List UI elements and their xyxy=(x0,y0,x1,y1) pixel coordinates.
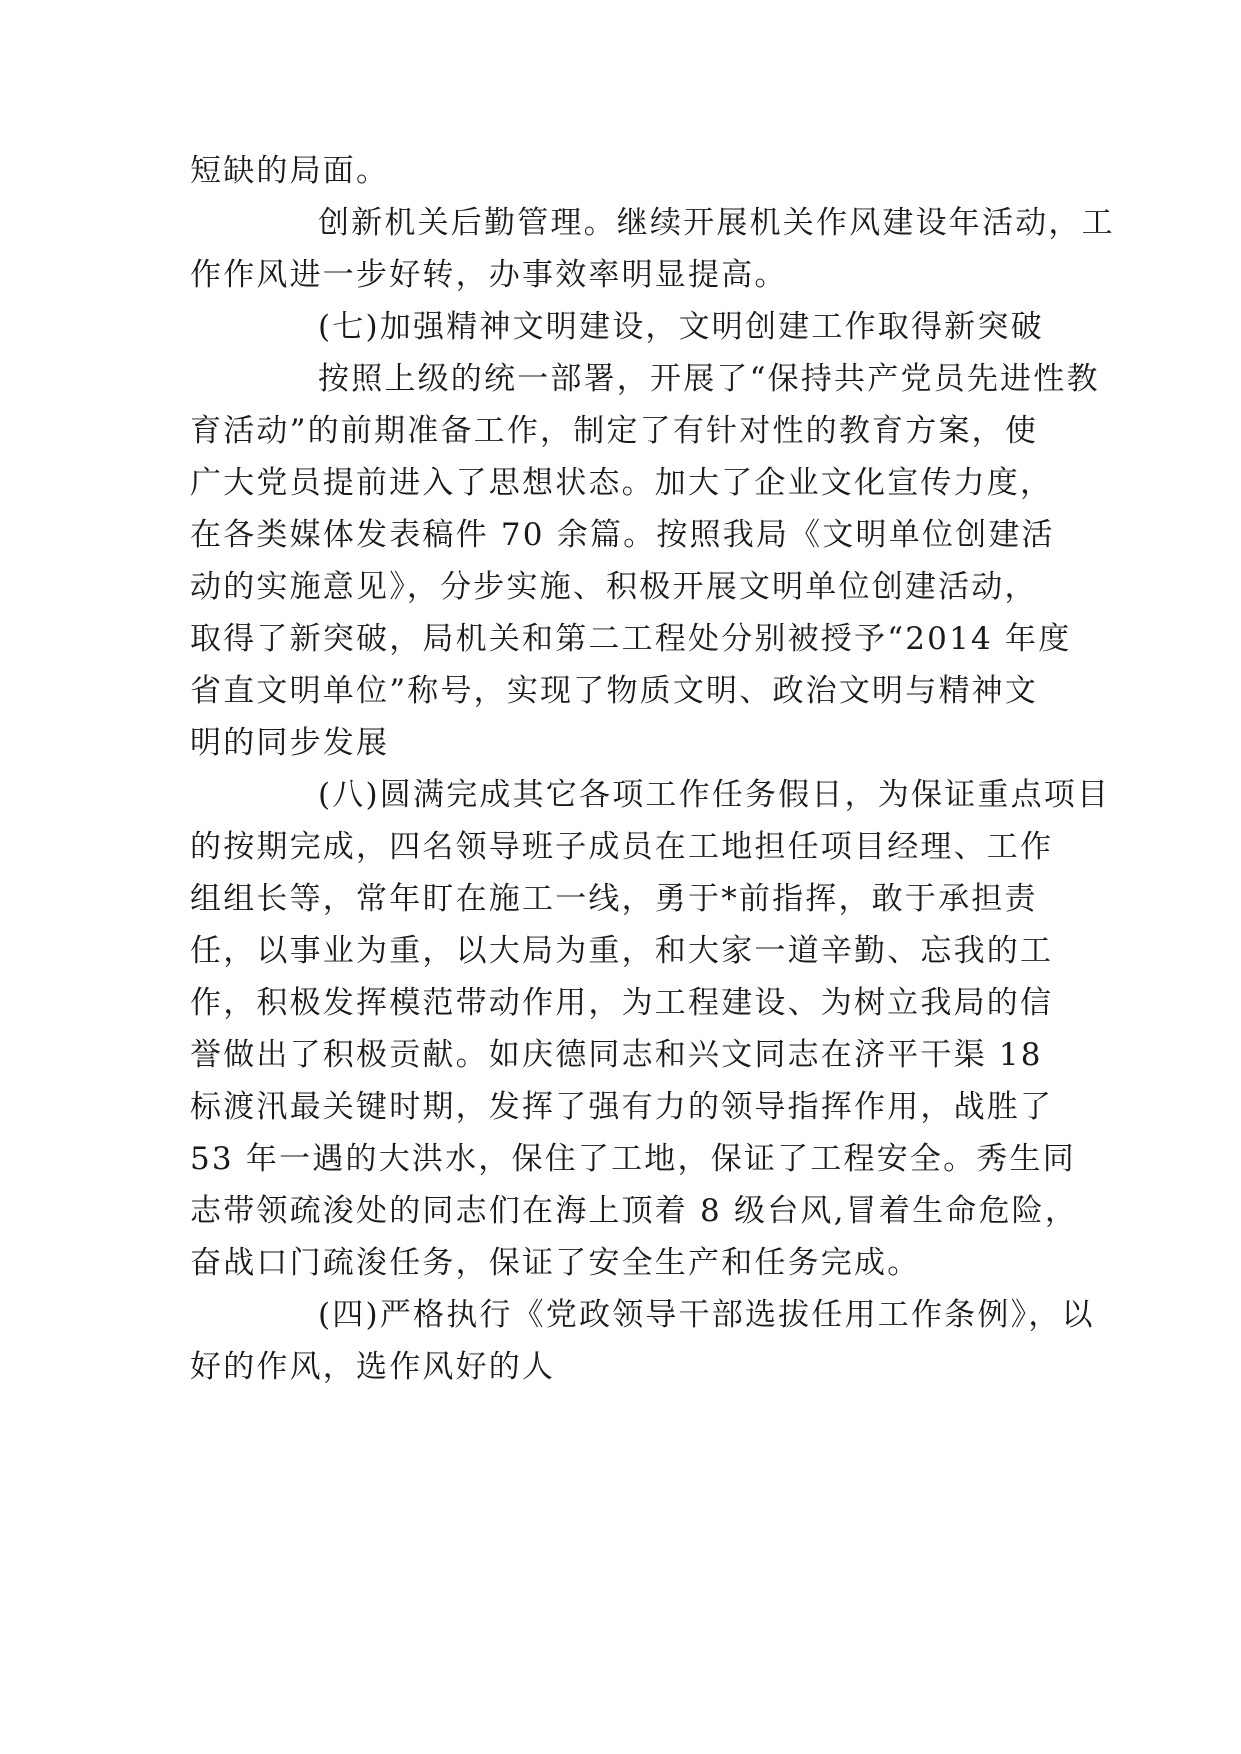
text-line: 短缺的局面。 xyxy=(190,153,390,189)
text-line: 组组长等，常年盯在施工一线，勇于*前指挥，敢于承担责 xyxy=(190,881,1038,917)
text-line: 的按期完成，四名领导班子成员在工地担任项目经理、工作 xyxy=(190,829,1054,865)
text-line: 动的实施意见》，分步实施、积极开展文明单位创建活动， xyxy=(190,569,1038,605)
text-line: 任，以事业为重，以大局为重，和大家一道辛勤、忘我的工 xyxy=(190,933,1054,969)
text-line: (八)圆满完成其它各项工作任务假日，为保证重点项目 xyxy=(318,777,1111,813)
text-line: 育活动”的前期准备工作，制定了有针对性的教育方案，使 xyxy=(190,413,1039,449)
text-line: 奋战口门疏浚任务，保证了安全生产和任务完成。 xyxy=(190,1245,921,1281)
text-line: 取得了新突破，局机关和第二工程处分别被授予“2014 年度 xyxy=(190,621,1072,657)
text-line: 誉做出了积极贡献。如庆德同志和兴文同志在济平干渠 18 xyxy=(190,1037,1043,1073)
text-line: 志带领疏浚处的同志们在海上顶着 8 级台风,冒着生命危险， xyxy=(190,1193,1079,1229)
text-line: 创新机关后勤管理。继续开展机关作风建设年活动，工 xyxy=(318,205,1115,241)
text-line: 作，积极发挥模范带动作用，为工程建设、为树立我局的信 xyxy=(190,985,1054,1021)
text-line: (七)加强精神文明建设，文明创建工作取得新突破 xyxy=(318,309,1044,345)
text-line: (四)严格执行《党政领导干部选拔任用工作条例》，以 xyxy=(318,1297,1095,1333)
text-line: 省直文明单位”称号，实现了物质文明、政治文明与精神文 xyxy=(190,673,1039,709)
text-line: 53 年一遇的大洪水，保住了工地，保证了工程安全。秀生同 xyxy=(190,1141,1076,1177)
text-line: 好的作风，选作风好的人 xyxy=(190,1349,556,1385)
document-body xyxy=(190,145,1115,1393)
text-line: 广大党员提前进入了思想状态。加大了企业文化宣传力度， xyxy=(190,465,1054,501)
text-line: 标渡汛最关键时期，发挥了强有力的领导指挥作用，战胜了 xyxy=(190,1089,1054,1125)
text-line: 按照上级的统一部署，开展了“保持共产党员先进性教 xyxy=(318,361,1100,397)
text-line: 在各类媒体发表稿件 70 余篇。按照我局《文明单位创建活 xyxy=(190,517,1055,553)
text-line: 作作风进一步好转，办事效率明显提高。 xyxy=(190,257,788,293)
text-line: 明的同步发展 xyxy=(190,725,390,761)
